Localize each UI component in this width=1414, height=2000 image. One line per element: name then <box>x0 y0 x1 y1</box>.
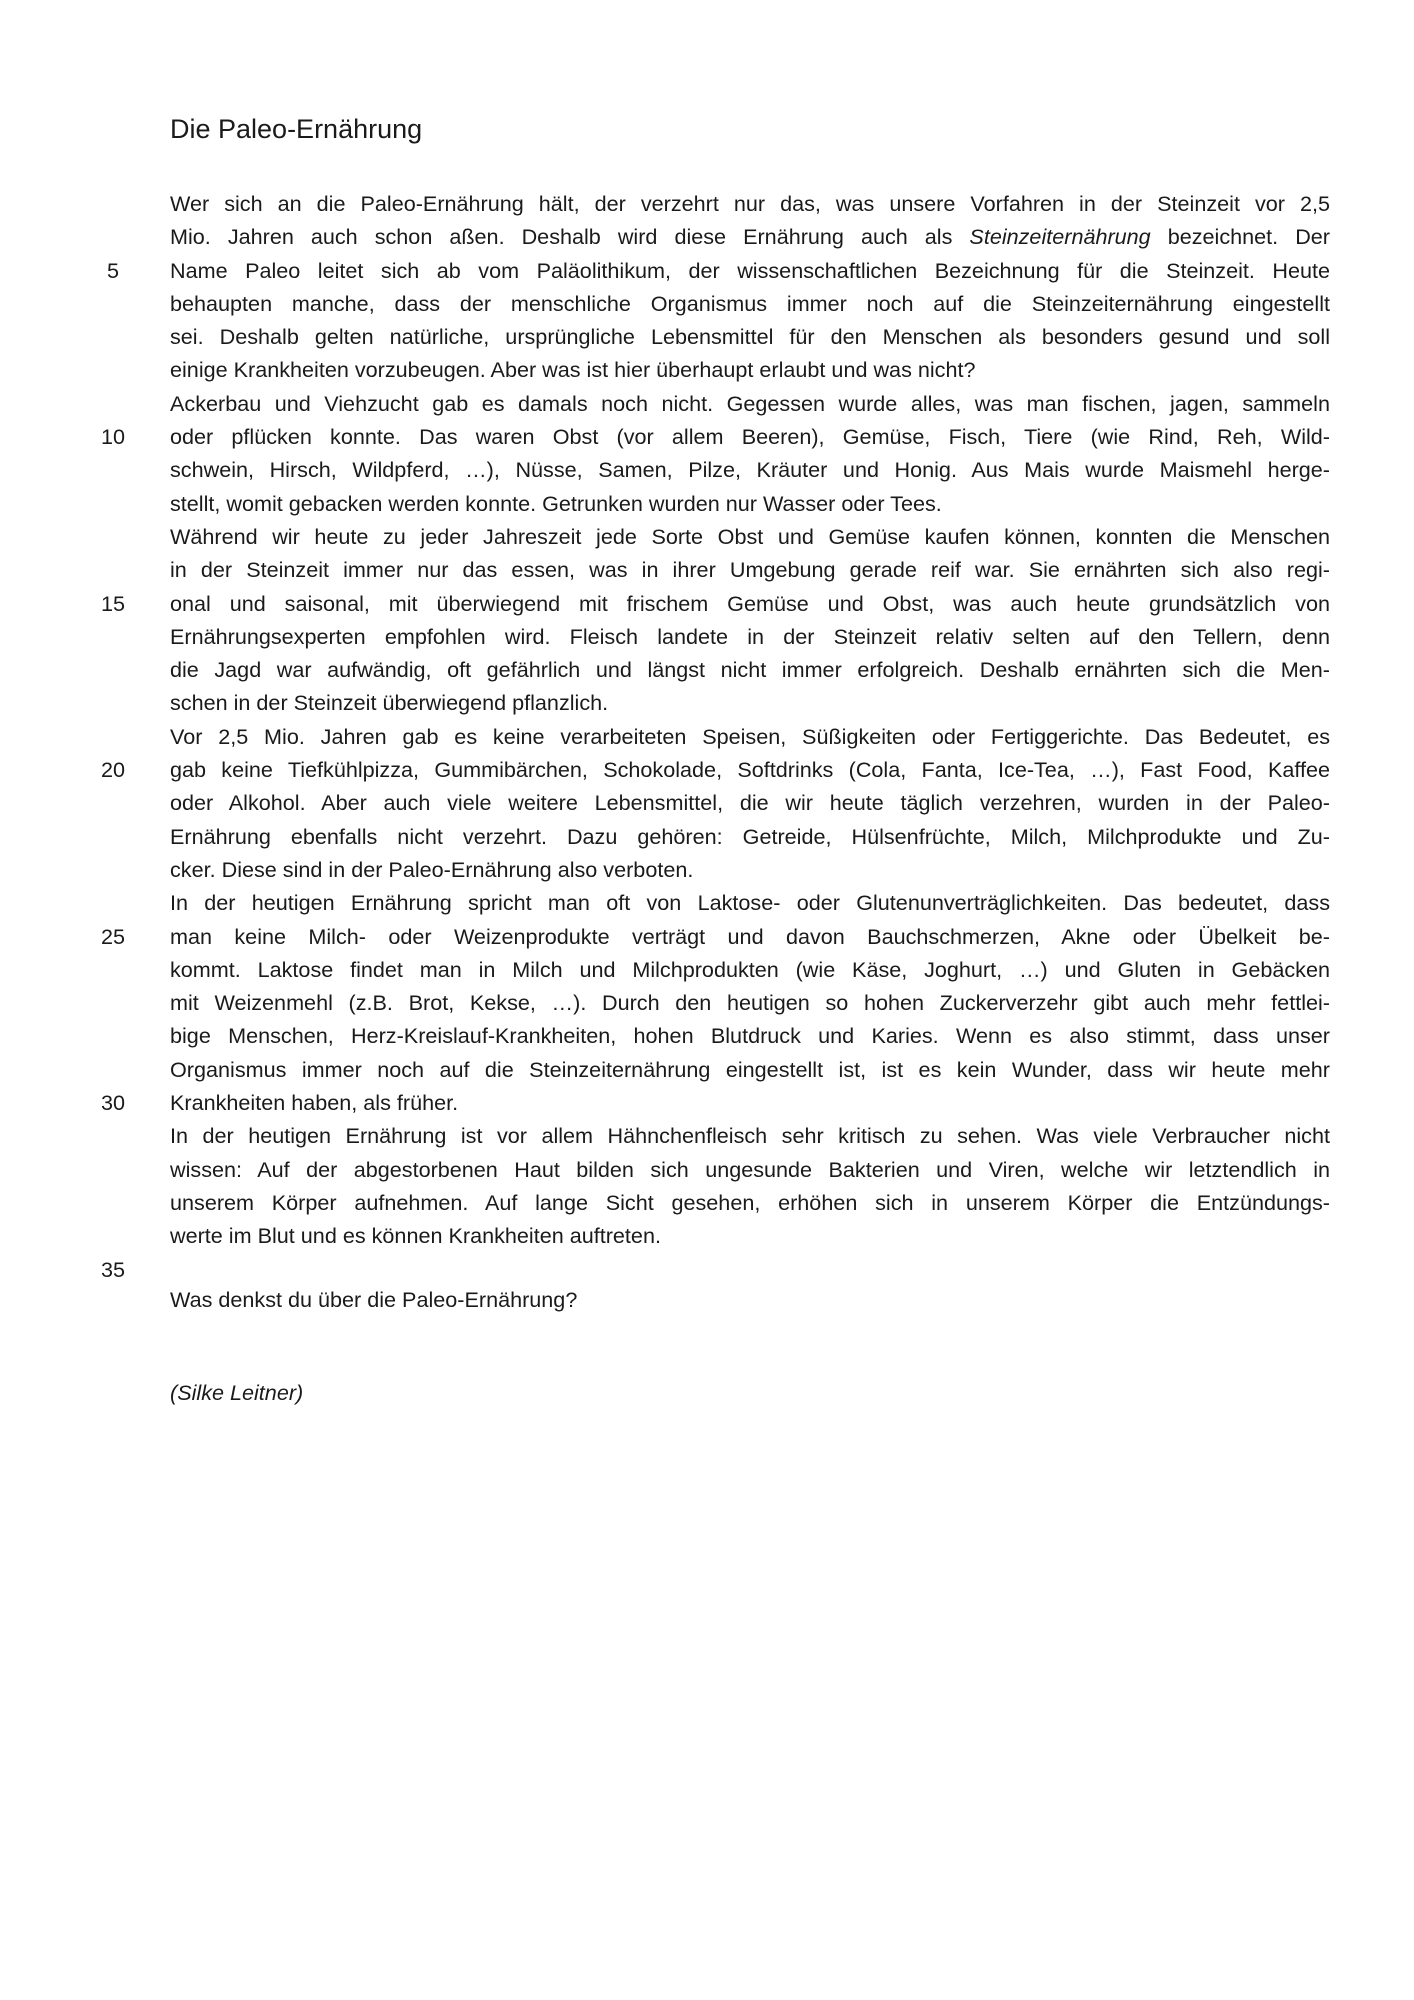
text-line <box>170 553 1330 586</box>
text-segment: unserem Körper aufnehmen. Auf lange Sicht gesehen, erhöhen sich in unserem Körper die Entzündungs- <box>170 1189 1330 1215</box>
text-line <box>170 320 1330 353</box>
text-segment: wissen: Auf der abgestorbenen Haut bilden sich ungesunde Bakterien und Viren, welche wir letztendlich in <box>170 1156 1330 1182</box>
line-number: 30 <box>100 1090 126 1116</box>
text-segment: Ackerbau und Viehzucht gab es damals noch nicht. Gegessen wurde alles, was man fischen, jagen, sammeln <box>170 390 1330 416</box>
text-line <box>170 453 1330 486</box>
text-line <box>170 653 1330 686</box>
text-line <box>170 1053 1330 1086</box>
text-segment: Name Paleo leitet sich ab vom Paläolithikum, der wissenschaftlichen Bezeichnung für die Steinzeit. Heute <box>170 257 1330 283</box>
text-segment: onal und saisonal, mit überwiegend mit frischem Gemüse und Obst, was auch heute grundsätzlich von <box>170 590 1330 616</box>
author-credit: (Silke Leitner) <box>170 1380 304 1405</box>
text-segment: cker. Diese sind in der Paleo-Ernährung also verboten. <box>170 856 694 882</box>
text-segment: einige Krankheiten vorzubeugen. Aber was ist hier überhaupt erlaubt und was nicht? <box>170 357 976 383</box>
text-line <box>170 986 1330 1019</box>
line-number: 35 <box>100 1256 126 1282</box>
line-number: 10 <box>100 424 126 450</box>
text-segment: die Jagd war aufwändig, oft gefährlich und längst nicht immer erfolgreich. Deshalb ernährten sich die Men- <box>170 657 1330 683</box>
text-line <box>170 1119 1330 1152</box>
text-segment: in der Steinzeit immer nur das essen, was in ihrer Umgebung gerade reif war. Sie ernährten sich also regi- <box>170 557 1330 583</box>
text-segment: stellt, womit gebacken werden konnte. Getrunken wurden nur Wasser oder Tees. <box>170 490 942 516</box>
text-segment: kommt. Laktose findet man in Milch und Milchprodukten (wie Käse, Joghurt, …) und Gluten in Gebäcken <box>170 956 1330 982</box>
text-line <box>170 1186 1330 1219</box>
text-segment: In der heutigen Ernährung spricht man oft von Laktose- oder Glutenunverträglichkeiten. Das bedeutet, dass <box>170 890 1330 916</box>
text-line <box>170 1153 1330 1186</box>
text-segment: Ernährung ebenfalls nicht verzehrt. Dazu gehören: Getreide, Hülsenfrüchte, Milch, Milchprodukte und Zu- <box>170 823 1330 849</box>
text-segment: gab keine Tiefkühlpizza, Gummibärchen, Schokolade, Softdrinks (Cola, Fanta, Ice-Tea, …), Fast Food, Kaffee <box>170 757 1330 783</box>
text-segment: oder pflücken konnte. Das waren Obst (vor allem Beeren), Gemüse, Fisch, Tiere (wie Rind, Reh, Wild- <box>170 424 1330 450</box>
text-line <box>170 387 1330 420</box>
text-line <box>170 520 1330 553</box>
text-segment: Während wir heute zu jeder Jahreszeit jede Sorte Obst und Gemüse kaufen können, konnten die Menschen <box>170 523 1330 549</box>
document-title: Die Paleo-Ernährung <box>170 114 423 144</box>
text-line <box>170 487 1330 520</box>
text-line <box>170 686 1330 719</box>
text-segment: mit Weizenmehl (z.B. Brot, Kekse, …). Durch den heutigen so hohen Zuckerverzehr gibt auch mehr fettlei- <box>170 990 1330 1016</box>
line-number: 5 <box>106 257 119 283</box>
text-line <box>170 753 1330 786</box>
line-number: 15 <box>100 590 126 616</box>
text-line <box>170 853 1330 886</box>
text-segment: Vor 2,5 Mio. Jahren gab es keine verarbeiteten Speisen, Süßigkeiten oder Fertiggerichte. Das Bedeutet, es <box>170 723 1330 749</box>
text-segment: Wer sich an die Paleo-Ernährung hält, der verzehrt nur das, was unsere Vorfahren in der Steinzeit vor 2,5 <box>170 191 1330 216</box>
body-text <box>170 187 1330 1253</box>
text-line <box>170 1019 1330 1052</box>
text-line <box>170 953 1330 986</box>
text-segment: schwein, Hirsch, Wildpferd, …), Nüsse, Samen, Pilze, Kräuter und Honig. Aus Mais wurde Maismehl herge- <box>170 457 1330 483</box>
text-line <box>170 820 1330 853</box>
text-segment: sei. Deshalb gelten natürliche, ursprüngliche Lebensmittel für den Menschen als besonders gesund und soll <box>170 324 1330 350</box>
text-line <box>170 287 1330 320</box>
text-line <box>170 786 1330 819</box>
line-number: 25 <box>100 923 126 949</box>
text-segment: bezeichnet. Der <box>1150 224 1330 250</box>
text-line <box>170 353 1330 386</box>
text-line <box>170 1086 1330 1119</box>
text-segment: Ernährungsexperten empfohlen wird. Fleisch landete in der Steinzeit relativ selten auf den Tellern, denn <box>170 623 1330 649</box>
text-segment: werte im Blut und es können Krankheiten auftreten. <box>170 1223 661 1249</box>
text-line <box>170 620 1330 653</box>
text-segment: Krankheiten haben, als früher. <box>170 1090 459 1116</box>
text-segment: Organismus immer noch auf die Steinzeiternährung eingestellt ist, ist es kein Wunder, dass wir heute mehr <box>170 1056 1330 1082</box>
text-segment: oder Alkohol. Aber auch viele weitere Lebensmittel, die wir heute täglich verzehren, wurden in der Paleo- <box>170 790 1330 816</box>
text-line <box>170 720 1330 753</box>
text-line <box>170 920 1330 953</box>
text-line <box>170 420 1330 453</box>
text-segment: behaupten manche, dass der menschliche Organismus immer noch auf die Steinzeiternährung eingestellt <box>170 290 1330 316</box>
text-segment: man keine Milch- oder Weizenprodukte verträgt und davon Bauchschmerzen, Akne oder Übelkeit be- <box>170 923 1330 949</box>
text-line <box>170 187 1330 220</box>
text-segment: bige Menschen, Herz-Kreislauf-Krankheiten, hohen Blutdruck und Karies. Wenn es also stimmt, dass unser <box>170 1023 1330 1049</box>
text-line <box>170 220 1330 253</box>
text-line <box>170 1219 1330 1252</box>
text-segment: Mio. Jahren auch schon aßen. Deshalb wird diese Ernährung auch als <box>170 224 970 250</box>
line-number: 20 <box>100 757 126 783</box>
text-segment: In der heutigen Ernährung ist vor allem Hähnchenfleisch sehr kritisch zu sehen. Was viele Verbraucher nicht <box>170 1123 1330 1149</box>
text-line <box>170 254 1330 287</box>
text-line <box>170 886 1330 919</box>
emphasized-term: Steinzeiternährung <box>969 224 1151 250</box>
text-line <box>170 587 1330 620</box>
closing-question: Was denkst du über die Paleo-Ernährung? <box>170 1287 578 1312</box>
text-segment: schen in der Steinzeit überwiegend pflanzlich. <box>170 690 609 716</box>
